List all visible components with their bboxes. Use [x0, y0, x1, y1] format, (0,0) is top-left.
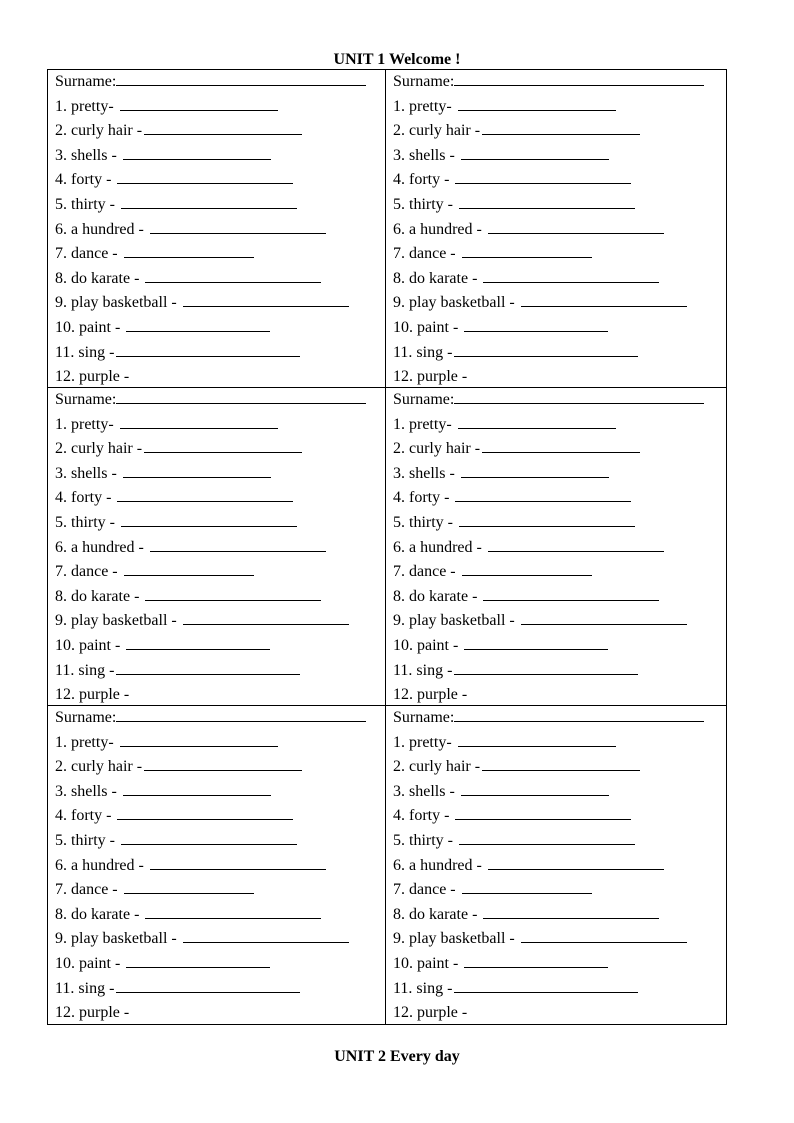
vocab-item-label: 1. pretty- — [393, 733, 452, 751]
vocab-item — [393, 829, 726, 854]
surname-blank[interactable] — [454, 391, 704, 404]
vocab-item — [55, 316, 385, 341]
answer-blank[interactable] — [144, 758, 302, 771]
worksheet-card — [48, 706, 386, 1024]
vocab-item — [55, 755, 385, 780]
surname-row — [393, 706, 726, 731]
answer-blank[interactable] — [488, 539, 664, 552]
vocab-item-label: 6. a hundred - — [393, 220, 482, 238]
vocab-item — [393, 413, 726, 438]
answer-blank[interactable] — [150, 221, 326, 234]
vocab-item-label: 11. sing - — [393, 343, 453, 361]
answer-blank[interactable] — [144, 122, 302, 135]
vocab-item — [55, 780, 385, 805]
answer-blank[interactable] — [458, 98, 616, 111]
vocab-item — [55, 95, 385, 120]
worksheet-card — [386, 70, 726, 388]
answer-blank[interactable] — [120, 734, 278, 747]
vocab-item-label: 1. pretty- — [393, 97, 452, 115]
vocab-item-label: 12. purple - — [393, 686, 468, 704]
vocab-item — [55, 683, 385, 706]
vocab-item — [55, 585, 385, 610]
answer-blank[interactable] — [126, 955, 270, 968]
answer-blank[interactable] — [488, 857, 664, 870]
answer-blank[interactable] — [462, 881, 592, 894]
vocab-item — [55, 437, 385, 462]
vocab-item-label: 12. purple - — [393, 1004, 468, 1022]
answer-blank[interactable] — [150, 857, 326, 870]
vocab-item — [55, 218, 385, 243]
vocab-item-label: 10. paint - — [393, 318, 459, 336]
vocab-item — [55, 560, 385, 585]
worksheet-card — [48, 70, 386, 388]
vocab-item — [393, 291, 726, 316]
vocab-item — [55, 536, 385, 561]
answer-blank[interactable] — [482, 440, 640, 453]
surname-label: Surname: — [393, 709, 455, 726]
surname-blank[interactable] — [116, 73, 366, 86]
vocab-item — [393, 168, 726, 193]
vocab-item — [55, 168, 385, 193]
vocab-item — [393, 193, 726, 218]
vocab-item-label: 6. a hundred - — [55, 856, 144, 874]
vocab-item-label: 5. thirty - — [55, 513, 115, 531]
vocab-item — [55, 903, 385, 928]
vocab-item-label: 5. thirty - — [393, 195, 453, 213]
surname-blank[interactable] — [116, 709, 366, 722]
vocab-item — [55, 804, 385, 829]
vocab-item — [55, 609, 385, 634]
vocab-item — [55, 365, 385, 388]
answer-blank[interactable] — [464, 637, 608, 650]
answer-blank[interactable] — [483, 270, 659, 283]
answer-blank[interactable] — [455, 171, 631, 184]
answer-blank[interactable] — [145, 906, 321, 919]
vocab-item-label: 10. paint - — [55, 954, 121, 972]
vocab-item-label: 10. paint - — [393, 954, 459, 972]
vocab-item-label: 6. a hundred - — [55, 220, 144, 238]
answer-blank[interactable] — [121, 514, 297, 527]
vocab-item — [393, 560, 726, 585]
answer-blank[interactable] — [464, 955, 608, 968]
vocab-item — [393, 437, 726, 462]
vocab-item-label: 12. purple - — [393, 368, 468, 386]
vocab-item — [393, 585, 726, 610]
answer-blank[interactable] — [183, 294, 349, 307]
answer-blank[interactable] — [521, 930, 687, 943]
vocab-item-label: 11. sing - — [393, 979, 453, 997]
vocab-item — [393, 1001, 726, 1024]
vocab-item-label: 5. thirty - — [55, 195, 115, 213]
answer-blank[interactable] — [483, 906, 659, 919]
worksheet-card — [386, 388, 726, 706]
answer-blank[interactable] — [459, 832, 635, 845]
vocab-item-label: 8. do karate - — [55, 905, 140, 923]
vocab-item-label: 5. thirty - — [55, 831, 115, 849]
vocab-item — [55, 193, 385, 218]
vocab-item — [55, 462, 385, 487]
vocab-item-label: 4. forty - — [393, 489, 450, 507]
unit-2-title: UNIT 2 Every day — [334, 1048, 460, 1065]
answer-blank[interactable] — [461, 147, 609, 160]
vocab-item-label: 12. purple - — [55, 1004, 130, 1022]
answer-blank[interactable] — [123, 147, 271, 160]
worksheet-card — [48, 388, 386, 706]
answer-blank[interactable] — [521, 612, 687, 625]
vocab-item — [393, 854, 726, 879]
vocab-item — [393, 952, 726, 977]
worksheet-card — [386, 706, 726, 1024]
vocab-item — [393, 903, 726, 928]
answer-blank[interactable] — [521, 294, 687, 307]
vocab-item-label: 2. curly hair - — [55, 440, 143, 458]
answer-blank[interactable] — [121, 832, 297, 845]
answer-blank[interactable] — [123, 465, 271, 478]
vocab-item-label: 5. thirty - — [393, 513, 453, 531]
vocab-item-label: 9. play basketball - — [55, 612, 177, 630]
vocab-item-label: 6. a hundred - — [393, 538, 482, 556]
surname-row — [55, 706, 385, 731]
answer-blank[interactable] — [458, 416, 616, 429]
vocab-item — [55, 267, 385, 292]
surname-label: Surname: — [393, 73, 455, 90]
vocab-item-label: 2. curly hair - — [393, 122, 481, 140]
surname-blank[interactable] — [454, 709, 704, 722]
vocab-item — [393, 683, 726, 706]
vocab-item — [393, 977, 726, 1002]
vocab-item — [393, 218, 726, 243]
answer-blank[interactable] — [464, 319, 608, 332]
vocab-item-label: 4. forty - — [55, 171, 112, 189]
answer-blank[interactable] — [183, 612, 349, 625]
vocab-item-label: 11. sing - — [393, 661, 453, 679]
vocab-item — [55, 486, 385, 511]
answer-blank[interactable] — [488, 221, 664, 234]
vocab-item-label: 9. play basketball - — [393, 930, 515, 948]
vocab-item-label: 11. sing - — [55, 661, 115, 679]
vocab-item-label: 10. paint - — [393, 636, 459, 654]
vocab-item — [55, 291, 385, 316]
vocab-item-label: 3. shells - — [55, 464, 117, 482]
vocab-item-label: 9. play basketball - — [55, 294, 177, 312]
vocab-item-label: 4. forty - — [55, 807, 112, 825]
answer-blank[interactable] — [454, 980, 638, 993]
vocab-item-label: 4. forty - — [393, 807, 450, 825]
answer-blank[interactable] — [454, 662, 638, 675]
surname-row — [393, 388, 726, 413]
worksheet-grid — [47, 69, 727, 1025]
answer-blank[interactable] — [462, 245, 592, 258]
vocab-item-label: 11. sing - — [55, 343, 115, 361]
vocab-item-label: 3. shells - — [393, 464, 455, 482]
vocab-item — [393, 486, 726, 511]
vocab-item-label: 8. do karate - — [55, 587, 140, 605]
vocab-item — [393, 536, 726, 561]
vocab-item — [393, 144, 726, 169]
vocab-item-label: 7. dance - — [393, 563, 456, 581]
answer-blank[interactable] — [117, 171, 293, 184]
surname-label: Surname: — [55, 391, 117, 408]
vocab-item — [393, 780, 726, 805]
surname-blank[interactable] — [454, 73, 704, 86]
vocab-item-label: 10. paint - — [55, 318, 121, 336]
vocab-item — [55, 511, 385, 536]
surname-row — [55, 388, 385, 413]
vocab-item-label: 3. shells - — [393, 146, 455, 164]
vocab-item-label: 8. do karate - — [393, 587, 478, 605]
vocab-item — [55, 977, 385, 1002]
vocab-item — [393, 119, 726, 144]
answer-blank[interactable] — [124, 881, 254, 894]
answer-blank[interactable] — [116, 662, 300, 675]
answer-blank[interactable] — [461, 783, 609, 796]
vocab-item-label: 9. play basketball - — [393, 612, 515, 630]
vocab-item-label: 7. dance - — [55, 245, 118, 263]
answer-blank[interactable] — [483, 588, 659, 601]
vocab-item — [55, 952, 385, 977]
vocab-item-label: 1. pretty- — [393, 415, 452, 433]
vocab-item — [393, 731, 726, 756]
vocab-item-label: 10. paint - — [55, 636, 121, 654]
vocab-item — [393, 365, 726, 388]
vocab-item-label: 3. shells - — [55, 782, 117, 800]
vocab-item-label: 3. shells - — [393, 782, 455, 800]
surname-label: Surname: — [393, 391, 455, 408]
vocab-item-label: 1. pretty- — [55, 97, 114, 115]
vocab-item-label: 12. purple - — [55, 686, 130, 704]
vocab-item-label: 8. do karate - — [55, 269, 140, 287]
answer-blank[interactable] — [116, 344, 300, 357]
vocab-item — [393, 462, 726, 487]
vocab-item-label: 2. curly hair - — [55, 122, 143, 140]
answer-blank[interactable] — [455, 489, 631, 502]
answer-blank[interactable] — [120, 98, 278, 111]
unit-1-title: UNIT 1 Welcome ! — [333, 51, 461, 68]
answer-blank[interactable] — [482, 122, 640, 135]
vocab-item — [393, 511, 726, 536]
answer-blank[interactable] — [454, 344, 638, 357]
vocab-item-label: 7. dance - — [55, 881, 118, 899]
surname-label: Surname: — [55, 73, 117, 90]
vocab-item-label: 7. dance - — [393, 245, 456, 263]
vocab-item — [393, 609, 726, 634]
vocab-item — [393, 804, 726, 829]
vocab-item — [55, 341, 385, 366]
answer-blank[interactable] — [116, 980, 300, 993]
answer-blank[interactable] — [150, 539, 326, 552]
vocab-item — [393, 659, 726, 684]
answer-blank[interactable] — [117, 489, 293, 502]
vocab-item-label: 3. shells - — [55, 146, 117, 164]
vocab-item-label: 9. play basketball - — [55, 930, 177, 948]
vocab-item-label: 8. do karate - — [393, 905, 478, 923]
vocab-item — [55, 144, 385, 169]
vocab-item-label: 7. dance - — [55, 563, 118, 581]
vocab-item — [393, 267, 726, 292]
vocab-item-label: 1. pretty- — [55, 733, 114, 751]
surname-blank[interactable] — [116, 391, 366, 404]
answer-blank[interactable] — [459, 196, 635, 209]
surname-row — [55, 70, 385, 95]
vocab-item — [393, 755, 726, 780]
vocab-item-label: 12. purple - — [55, 368, 130, 386]
vocab-item — [55, 731, 385, 756]
vocab-item — [55, 854, 385, 879]
vocab-item — [55, 119, 385, 144]
answer-blank[interactable] — [117, 807, 293, 820]
answer-blank[interactable] — [145, 588, 321, 601]
vocab-item — [55, 634, 385, 659]
vocab-item — [55, 413, 385, 438]
vocab-item-label: 8. do karate - — [393, 269, 478, 287]
vocab-item — [393, 634, 726, 659]
vocab-item — [55, 878, 385, 903]
answer-blank[interactable] — [124, 245, 254, 258]
vocab-item — [393, 341, 726, 366]
vocab-item — [393, 878, 726, 903]
answer-blank[interactable] — [144, 440, 302, 453]
answer-blank[interactable] — [462, 563, 592, 576]
vocab-item-label: 1. pretty- — [55, 415, 114, 433]
vocab-item-label: 9. play basketball - — [393, 294, 515, 312]
vocab-item — [55, 659, 385, 684]
vocab-item — [55, 927, 385, 952]
answer-blank[interactable] — [126, 319, 270, 332]
answer-blank[interactable] — [459, 514, 635, 527]
vocab-item — [55, 829, 385, 854]
answer-blank[interactable] — [145, 270, 321, 283]
answer-blank[interactable] — [455, 807, 631, 820]
answer-blank[interactable] — [126, 637, 270, 650]
vocab-item-label: 4. forty - — [55, 489, 112, 507]
vocab-item-label: 6. a hundred - — [393, 856, 482, 874]
vocab-item — [55, 242, 385, 267]
answer-blank[interactable] — [183, 930, 349, 943]
vocab-item-label: 6. a hundred - — [55, 538, 144, 556]
vocab-item — [393, 95, 726, 120]
answer-blank[interactable] — [482, 758, 640, 771]
vocab-item-label: 5. thirty - — [393, 831, 453, 849]
vocab-item-label: 2. curly hair - — [393, 758, 481, 776]
vocab-item-label: 4. forty - — [393, 171, 450, 189]
answer-blank[interactable] — [458, 734, 616, 747]
answer-blank[interactable] — [121, 196, 297, 209]
vocab-item-label: 11. sing - — [55, 979, 115, 997]
answer-blank[interactable] — [461, 465, 609, 478]
vocab-item — [393, 242, 726, 267]
surname-label: Surname: — [55, 709, 117, 726]
surname-row — [393, 70, 726, 95]
vocab-item-label: 7. dance - — [393, 881, 456, 899]
answer-blank[interactable] — [124, 563, 254, 576]
vocab-item — [393, 316, 726, 341]
vocab-item-label: 2. curly hair - — [55, 758, 143, 776]
vocab-item — [393, 927, 726, 952]
answer-blank[interactable] — [120, 416, 278, 429]
answer-blank[interactable] — [123, 783, 271, 796]
vocab-item-label: 2. curly hair - — [393, 440, 481, 458]
vocab-item — [55, 1001, 385, 1024]
